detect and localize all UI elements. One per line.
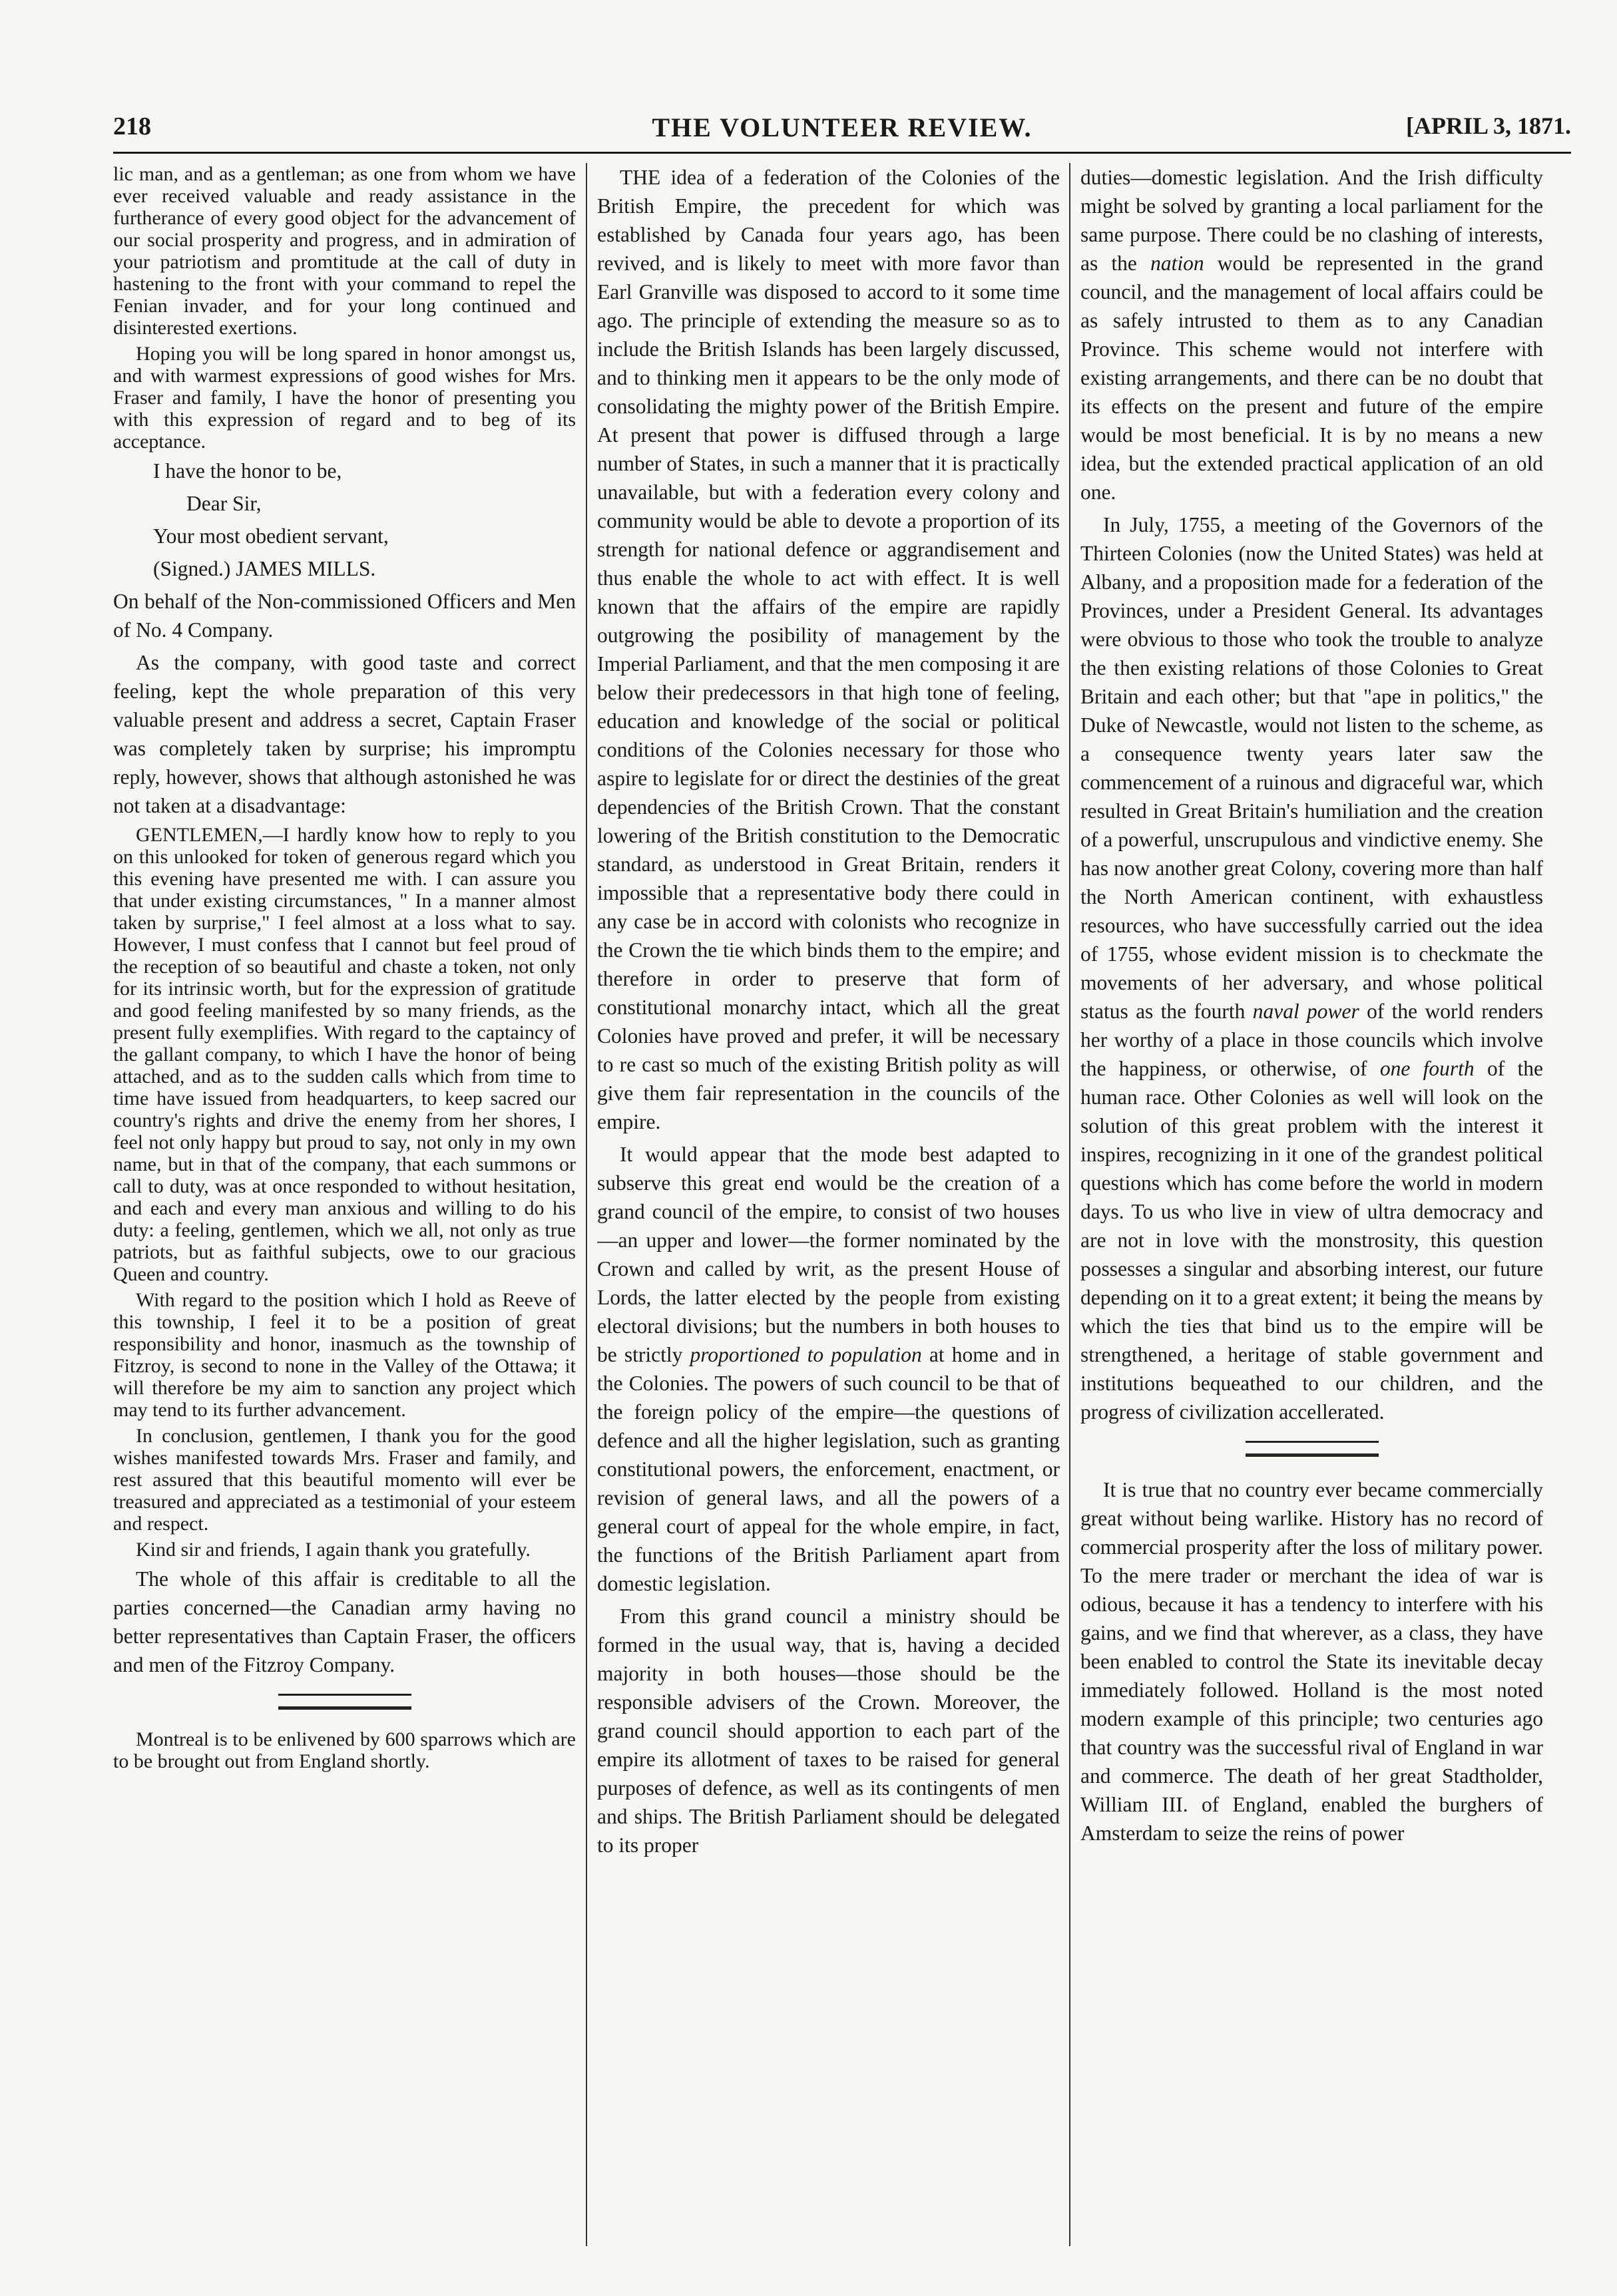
section-separator bbox=[278, 1694, 411, 1710]
federation-paragraph-2 bbox=[597, 1140, 1060, 1598]
text-run: duties—domestic legislation. And the Irish difficulty might be solved by granting a local parliament for the same purpose. There could be no clashing of interests, as the bbox=[1080, 166, 1543, 275]
closing-servant: Your most obedient servant, bbox=[153, 524, 389, 548]
reply-text: —I hardly know how to reply to you on this unlooked for token of generous regard which you this evening have presented me with. I can assure you that under existing circumstances, " In a manner almost taken by surprise," I feel almost at a loss what to say. However, I must confess that I cannot but feel proud of the reception of so beautiful and chaste a token, not only for its intrinsic worth, but for the expression of gratitude and good feeling manifested by so many friends, as the present fully exemplifies. With regard to the captaincy of the gallant company, to which I have the honor of being attached, and as to the sudden calls which from time to time have issued from headquarters, to keep sacred our country's rights and drive the enemy from her shores, I feel not only happy but proud to say, not only in my own name, but in that of the company, that each summons or call to duty, was at once responded to without hesitation, and each and every man anxious and willing to do his duty: a feeling, gentlemen, which we all, not only as true patriots, but as faithful subjects, owe to our gracious Queen and country. bbox=[113, 824, 576, 1285]
text-run: would be represented in the grand council, and the management of local affairs could be as safely intrusted to them as to any Canadian Province. This scheme would not interfere with existing arrangements, and there can be no doubt that its effects on the present and future of the empire would be most beneficial. It is by no means a new idea, but the extended practical application of an old one. bbox=[1080, 252, 1543, 504]
text-run: at home and in the Colonies. The powers of such council to be that of the foreign policy of the empire—the questions of defence and all the higher legislation, such as granting constitutional powers, the enforcement, enactment, or revision of general laws, and all the powers of a general court of appeal for the whole empire, in fact, the functions of the British Parliament apart from domestic legislation. bbox=[597, 1343, 1060, 1595]
reply-salutation: GENTLEMEN, bbox=[136, 824, 263, 846]
sparrows-paragraph: Montreal is to be enlivened by 600 sparrows which are to be brought out from England shortly. bbox=[113, 1728, 576, 1772]
italic-run: nation bbox=[1150, 252, 1204, 275]
column-rule-right bbox=[1069, 163, 1070, 2246]
commerce-paragraph: It is true that no country ever became commercially great without being warlike. History has no record of commercial prosperity after the loss of military power. To the mere trader or merchant the idea of war is odious, because it has a tendency to interfere with his gains, and we find that wherever, as a class, they have been enabled to control the State its inevitable decay immediately followed. Holland is the most noted modern example of this principle; two centuries ago that country was the successful rival of England in war and commerce. The death of her great Stadtholder, William III. of England, enabled the burghers of Amsterdam to seize the reins of power bbox=[1080, 1478, 1543, 1845]
signature-line: (Signed.) JAMES MILLS. bbox=[153, 557, 376, 580]
text-run: of the world renders her worthy of a place in those councils which involve the happiness, or otherwise, of bbox=[1080, 1000, 1543, 1080]
italic-run: proportioned to population bbox=[690, 1343, 922, 1366]
publication-title: THE VOLUNTEER REVIEW. bbox=[652, 112, 1033, 142]
summary-paragraph: The whole of this affair is creditable to all the parties concerned—the Canadian army having no better representatives than Captain Fraser, the officers and men of the Fitzroy Company. bbox=[113, 1567, 576, 1676]
address-paragraph-1: lic man, and as a gentleman; as one from whom we have ever received valuable and ready assistance in the furtherance of every good object for the advancement of our social prosperity and progress, and in admiration of your patriotism and promtitude at the call of duty in hastening to the front with your command to repel the Fenian invader, and for your long continued and disinterested exertions. bbox=[113, 163, 576, 339]
issue-date: [APRIL 3, 1871. bbox=[1405, 112, 1571, 139]
behalf-line: On behalf of the Non-commissioned Officers and Men of No. 4 Company. bbox=[113, 590, 576, 642]
address-paragraph-2: Hoping you will be long spared in honor amongst us, and with warmest expressions of good wishes for Mrs. Fraser and family, I have the honor of presenting you with this expression of regard and to beg of its acceptance. bbox=[113, 343, 576, 453]
page-header bbox=[113, 112, 1571, 154]
federation-continuation bbox=[1080, 163, 1543, 506]
column-3 bbox=[1080, 163, 1543, 2246]
text-run: In July, 1755, a meeting of the Governors of the Thirteen Colonies (now the United States) was held at Albany, and a proposition made for a federation of the Provinces, under a President General. Its advantages were obvious to those who took the trouble to analyze the then existing relations of those Colonies to Great Britain and each other; but that "ape in politics," the Duke of Newcastle, would not listen to the scheme, as a consequence twenty years later saw the commencement of a ruinous and digraceful war, which resulted in Great Britain's humiliation and the creation of a powerful, unscrupulous and vindictive enemy. She has now another great Colony, covering more than half the North American continent, with exhaustless resources, who have successfully carried out the idea of 1755, whose evident mission is to checkmate the movements of her adversary, and whose political status as the fourth bbox=[1080, 513, 1543, 1023]
page-number: 218 bbox=[113, 112, 151, 140]
column-2 bbox=[597, 163, 1060, 2246]
conclusion-paragraph: In conclusion, gentlemen, I thank you for the good wishes manifested towards Mrs. Fraser and family, and rest assured that this beautiful momento will ever be treasured and appreciated as a testimonial of your esteem and respect. bbox=[113, 1425, 576, 1535]
albany-paragraph bbox=[1080, 510, 1543, 1426]
reply-paragraph bbox=[113, 824, 576, 1285]
column-rule-left bbox=[586, 163, 587, 2246]
thanks-paragraph: Kind sir and friends, I again thank you gratefully. bbox=[136, 1539, 531, 1561]
closing-salutation: Dear Sir, bbox=[186, 492, 262, 515]
closing-line: I have the honor to be, bbox=[153, 459, 342, 482]
section-separator bbox=[1246, 1441, 1379, 1457]
reeve-paragraph: With regard to the position which I hold as Reeve of this township, I feel it to be a position of great responsibility and honor, inasmuch as the township of Fitzroy, is second to none in the Valley of the Ottawa; it will therefore be my aim to sanction any project which may tend to its further advancement. bbox=[113, 1289, 576, 1421]
text-run: of the human race. Other Colonies as well will look on the solution of this great problem with the interest it inspires, recognizing in it one of the grandest political questions which has come before the world in modern days. To us who live in view of ultra democracy and are not in love with the monstrosity, this question possesses a singular and absorbing interest, our future depending on it to a great extent; it being the means by which the ties that bind us to the empire will be strengthened, a heritage of stable government and institutions bequeathed to our children, and the progress of civilization accellerated. bbox=[1080, 1057, 1543, 1424]
federation-paragraph-3: From this grand council a ministry should be formed in the usual way, that is, having a decided majority in both houses—those should be the responsible advisers of the Crown. Moreover, the grand council should apportion to each part of the empire its allotment of taxes to be raised for general purposes of defence, as well as its contingents of men and ships. The British Parliament should be delegated to its proper bbox=[597, 1605, 1060, 1857]
text-run: It would appear that the mode best adapted to subserve this great end would be the creation of a grand council of the empire, to consist of two houses—an upper and lower—the former nominated by the Crown and called by writ, as the present House of Lords, the latter elected by the people from existing electoral divisions; but the numbers in both houses to be strictly bbox=[597, 1143, 1060, 1366]
italic-run: naval power bbox=[1252, 1000, 1359, 1023]
federation-paragraph-1: THE idea of a federation of the Colonies of the British Empire, the precedent for which was established by Canada four years ago, has been revived, and is likely to meet with more favor than Earl Granville was disposed to accord to it some time ago. The principle of extending the measure so as to include the British Islands has been largely discussed, and to thinking men it appears to be the only mode of consolidating the mighty power of the British Empire. At present that power is diffused through a large number of States, in such a manner that it is practically unavailable, but with a federation every colony and community would be able to devote a proportion of its strength for national defence or aggrandisement and thus enable the whole to act with effect. It is well known that the affairs of the empire are rapidly outgrowing the posibility of management by the Imperial Parliament, and that the men composing it are below their predecessors in that high tone of feeling, education and knowledge of the social or political conditions of the Colonies necessary for those who aspire to legislate for or direct the destinies of the great dependencies of the British Crown. That the constant lowering of the British constitution to the Democratic standard, as understood in Great Britain, renders it impossible that a representative body there could in any case be in accord with colonists who recognize in the Crown the tie which binds them to the empire; and therefore in order to preserve that form of constitutional monarchy intact, which all the great Colonies have proved and prefer, it will be necessary to re cast so much of the existing British polity as will give them fair representation in the councils of the empire. bbox=[597, 166, 1060, 1133]
narrative-paragraph: As the company, with good taste and correct feeling, kept the whole preparation of this very valuable present and address a secret, Captain Fraser was completely taken by surprise; his impromptu reply, however, shows that although astonished he was not taken at a disadvantage: bbox=[113, 651, 576, 817]
italic-run: one fourth bbox=[1379, 1057, 1475, 1080]
column-1 bbox=[113, 163, 576, 2246]
